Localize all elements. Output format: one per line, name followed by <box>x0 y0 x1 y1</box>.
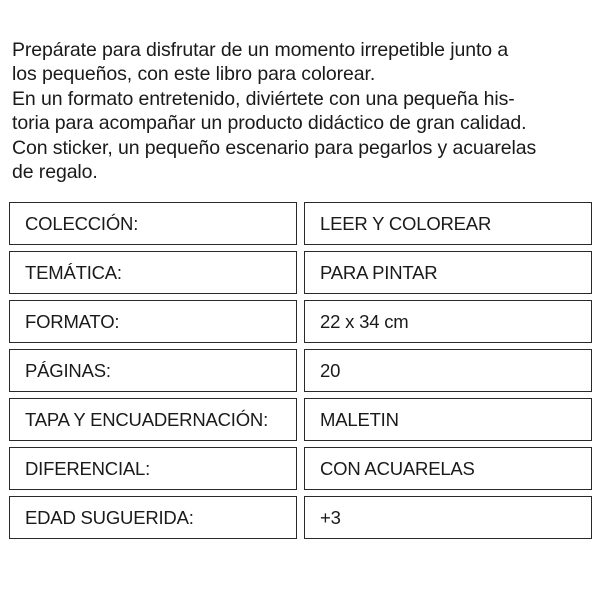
spec-value: CON ACUARELAS <box>304 447 592 490</box>
spec-row-diferencial <box>9 447 592 490</box>
spec-row-edad <box>9 496 592 539</box>
product-description <box>12 38 592 184</box>
description-line: los pequeños, con este libro para colorear. <box>12 63 376 86</box>
spec-value: LEER Y COLOREAR <box>304 202 592 245</box>
description-line: de regalo. <box>12 161 98 184</box>
spec-row-coleccion <box>9 202 592 245</box>
spec-label: PÁGINAS: <box>9 349 297 392</box>
spec-label: TEMÁTICA: <box>9 251 297 294</box>
description-line: En un formato entretenido, diviértete con una pequeña his- <box>12 87 515 110</box>
spec-row-tapa <box>9 398 592 441</box>
spec-label: EDAD SUGUERIDA: <box>9 496 297 539</box>
spec-value: 22 x 34 cm <box>304 300 592 343</box>
spec-row-paginas <box>9 349 592 392</box>
specifications-table <box>9 202 592 545</box>
description-line: toria para acompañar un producto didáctico de gran calidad. <box>12 112 527 135</box>
spec-label: COLECCIÓN: <box>9 202 297 245</box>
description-line: Con sticker, un pequeño escenario para pegarlos y acuarelas <box>12 136 537 159</box>
spec-label: FORMATO: <box>9 300 297 343</box>
spec-row-tematica <box>9 251 592 294</box>
spec-row-formato <box>9 300 592 343</box>
description-line: Prepárate para disfrutar de un momento irrepetible junto a <box>12 39 509 61</box>
spec-value: MALETIN <box>304 398 592 441</box>
spec-label: TAPA Y ENCUADERNACIÓN: <box>9 398 297 441</box>
spec-label: DIFERENCIAL: <box>9 447 297 490</box>
spec-value: +3 <box>304 496 592 539</box>
spec-value: 20 <box>304 349 592 392</box>
spec-value: PARA PINTAR <box>304 251 592 294</box>
